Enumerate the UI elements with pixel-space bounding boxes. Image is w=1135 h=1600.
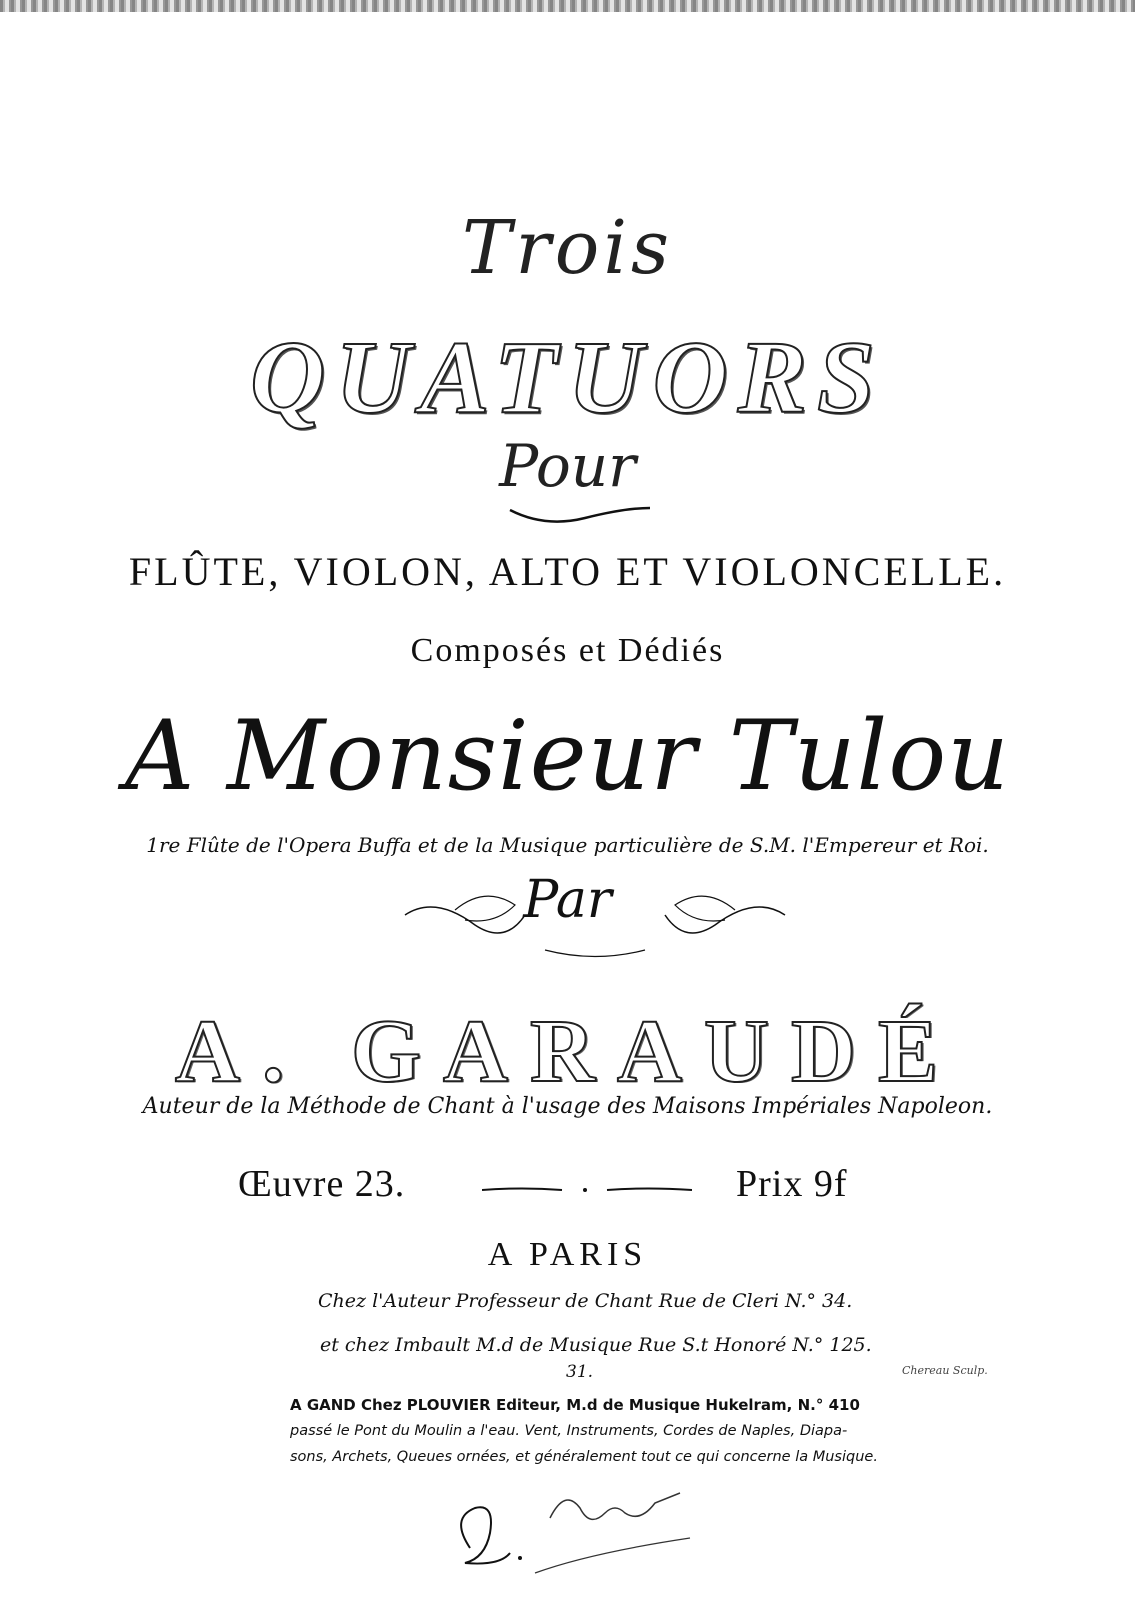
price: Prix 9f: [736, 1163, 848, 1205]
title-quatuors: QUATUORS: [250, 320, 885, 435]
pour-flourish: [505, 500, 655, 530]
instrumentation: FLÛTE, VIOLON, ALTO ET VIOLONCELLE.: [128, 549, 1007, 594]
title-pour: Pour: [499, 432, 636, 500]
par-label: Par: [523, 870, 612, 930]
stamp-line-1: A GAND Chez PLOUVIER Editeur, M.d de Musique Hukelram, N.° 410: [290, 1396, 860, 1414]
dedicatee-title: 1re Flûte de l'Opera Buffa et de la Musique particulière de S.M. l'Empereur et Roi.: [146, 833, 989, 857]
stamp-line-2: passé le Pont du Moulin a l'eau. Vent, Instruments, Cordes de Naples, Diapa-: [290, 1423, 848, 1439]
opus-number: Œuvre 23.: [238, 1163, 406, 1205]
divider-rule: [482, 1186, 692, 1194]
city: A PARIS: [487, 1236, 648, 1273]
plate-number: 31.: [566, 1362, 594, 1382]
address-imbault: et chez Imbault M.d de Musique Rue S.t Honoré N.° 125.: [320, 1334, 872, 1356]
scan-edge: [0, 0, 1135, 12]
composer-title: Auteur de la Méthode de Chant à l'usage des Maisons Impériales Napoleon.: [142, 1094, 993, 1119]
dedicatee-name: A Monsieur Tulou: [125, 700, 1010, 812]
address-author: Chez l'Auteur Professeur de Chant Rue de Cleri N.° 34.: [318, 1290, 853, 1312]
composer-name: A. GARAUDÉ: [174, 1002, 960, 1101]
composed-dedicated: Composés et Dédiés: [410, 632, 725, 669]
dealer-stamp: [290, 1392, 890, 1470]
title-trois: Trois: [462, 205, 673, 291]
stamp-line-3: sons, Archets, Queues ornées, et généralement tout ce qui concerne la Musique.: [290, 1449, 878, 1465]
handwritten-signature: [440, 1478, 700, 1588]
engraver-credit: Chereau Sculp.: [902, 1364, 988, 1377]
